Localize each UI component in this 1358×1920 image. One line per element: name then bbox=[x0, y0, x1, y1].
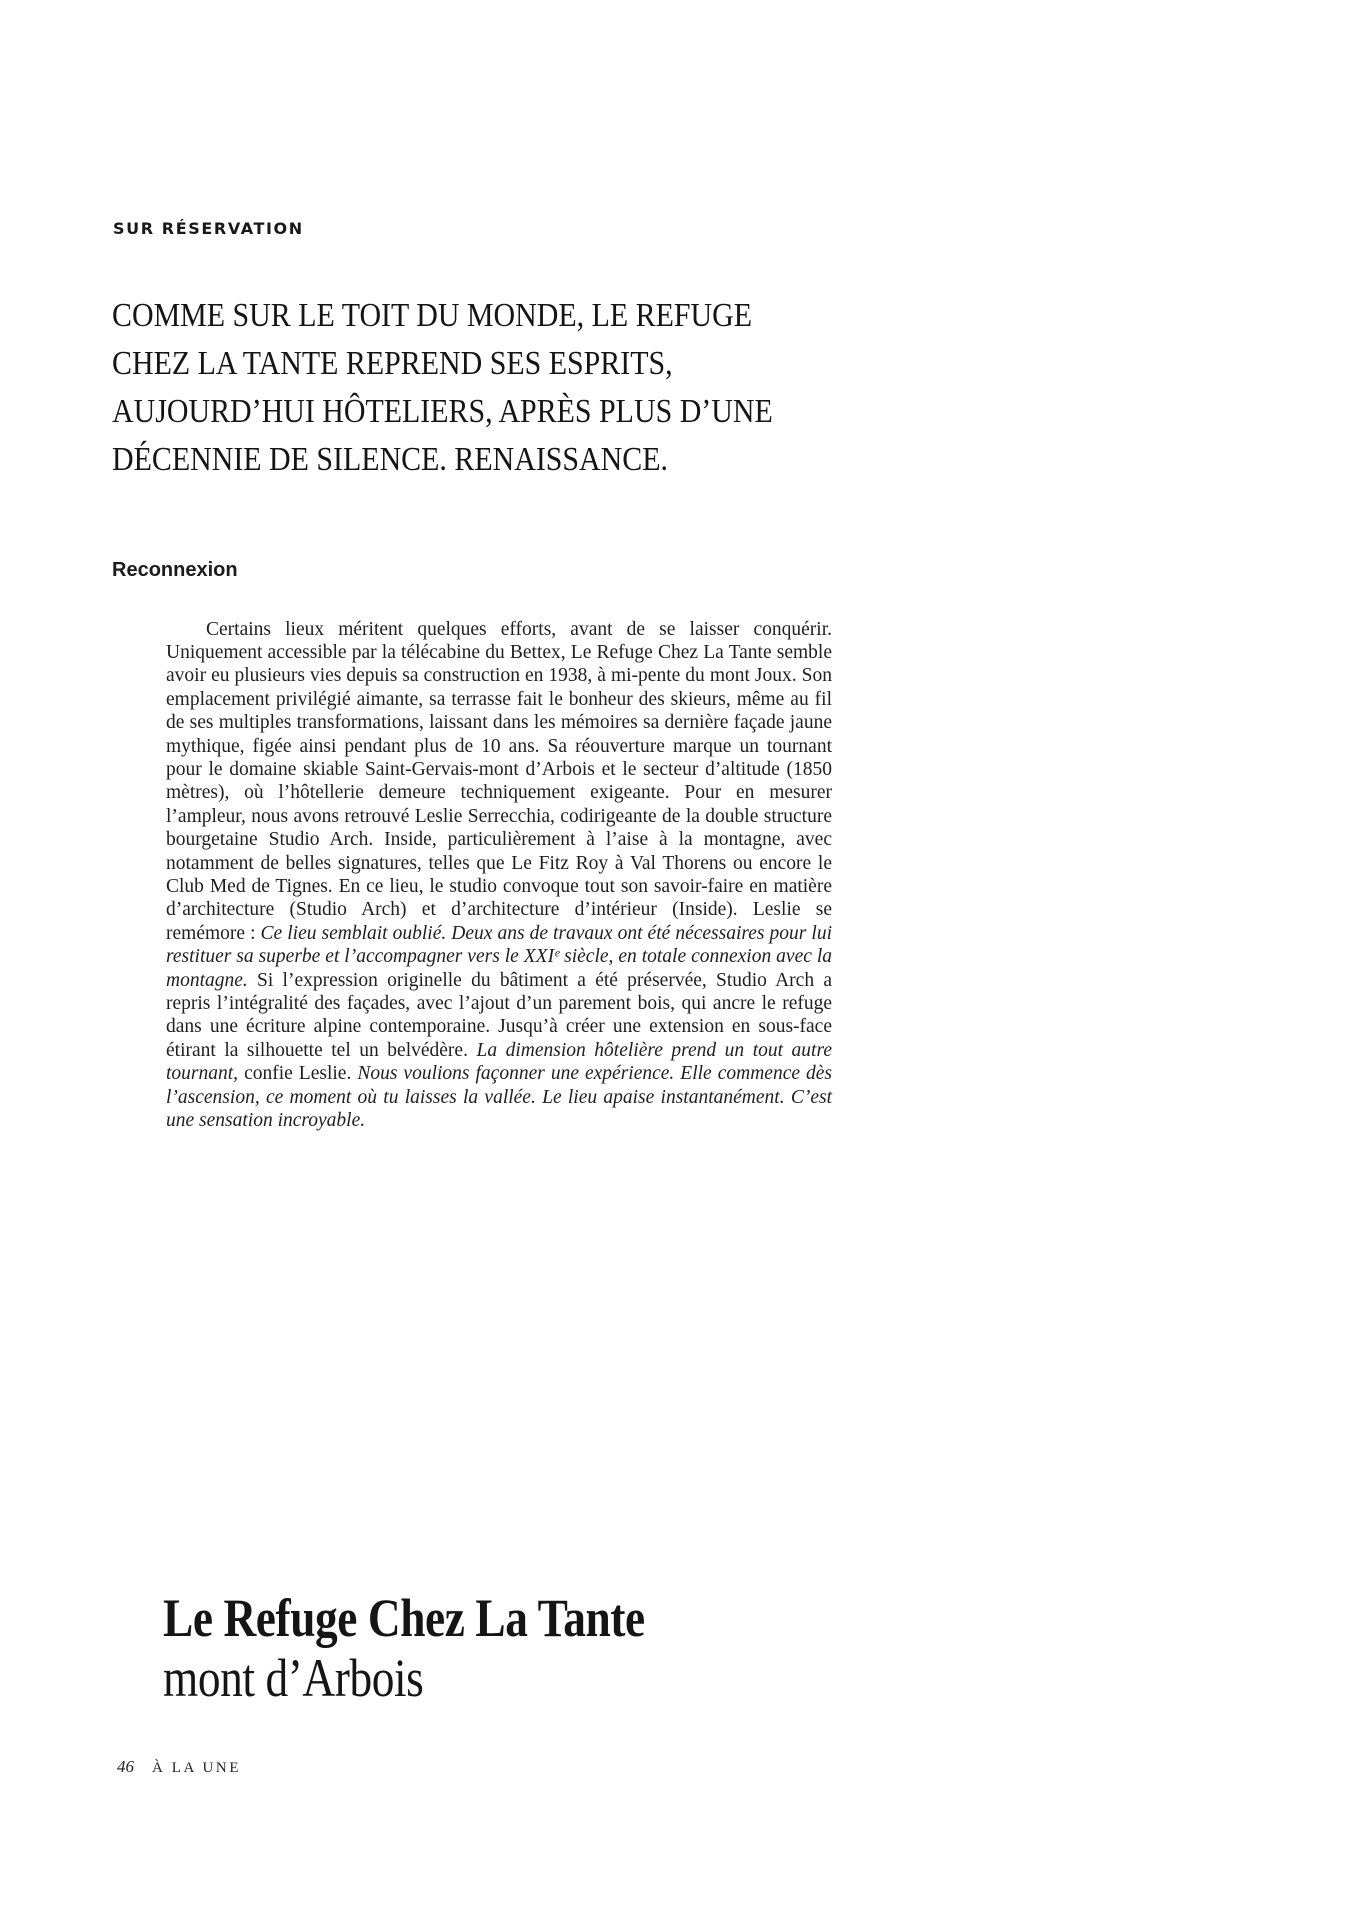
article-headline bbox=[112, 292, 773, 484]
page-number: 46 bbox=[117, 1757, 134, 1776]
headline-line: DÉCENNIE DE SILENCE. RENAISSANCE. bbox=[112, 441, 668, 478]
footer-section-label: À LA UNE bbox=[152, 1760, 242, 1776]
article-title-line-1: Le Refuge Chez La Tante bbox=[163, 1588, 645, 1648]
body-quote-italic: La dimension hôtelière prend un tout autre tournant, bbox=[166, 1039, 832, 1085]
headline-line: AUJOURD’HUI HÔTELIERS, APRÈS PLUS D’UNE bbox=[112, 393, 773, 430]
page-footer bbox=[117, 1757, 241, 1777]
body-quote-italic: Nous voulions façonner une expérience. Elle commence dès l’ascension, ce moment où tu laisses la vallée. Le lieu apaise instantanément. C’est une sensation incroyable. bbox=[166, 1063, 832, 1132]
article-title bbox=[163, 1588, 645, 1708]
body-paragraph bbox=[166, 618, 832, 1133]
headline-line: COMME SUR LE TOIT DU MONDE, LE REFUGE bbox=[112, 297, 752, 334]
body-text: Si l’expression originelle du bâtiment a été préservée, Studio Arch a repris l’intégralité des façades, avec l’ajout d’un parement bois, qui ancre le refuge dans une écriture alpine contemporaine. Jusqu’à créer une extension en sous-face étirant la silhouette tel un belvédère. bbox=[166, 969, 832, 1061]
body-quote-italic: Ce lieu semblait oublié. Deux ans de travaux ont été nécessaires pour lui restituer sa superbe et l’accompagner vers le XXIᵉ siècle, en totale connexion avec la montagne. bbox=[166, 922, 832, 991]
article-title-line-2: mont d’Arbois bbox=[163, 1648, 424, 1708]
section-label: Reconnexion bbox=[112, 559, 238, 581]
body-text: confie Leslie. bbox=[238, 1063, 358, 1085]
headline-line: CHEZ LA TANTE REPREND SES ESPRITS, bbox=[112, 345, 673, 382]
body-text: Certains lieux méritent quelques efforts, avant de se laisser conquérir. Uniquement accessible par la télécabine du Bettex, Le Refuge Chez La Tante semble avoir eu plusieurs vies depuis sa construction en 1938, à mi-pente du mont Joux. Son emplacement privilégié aimante, sa terrasse fait le bonheur des skieurs, même au fil de ses multiples transformations, laissant dans les mémoires sa dernière façade jaune mythique, figée ainsi pendant plus de 10 ans. Sa réouverture marque un tournant pour le domaine skiable Saint-Gervais-mont d’Arbois et le secteur d’altitude (1850 mètres), où l’hôtellerie demeure techniquement exigeante. Pour en mesurer l’ampleur, nous avons retrouvé Leslie Serrecchia, codirigeante de la double structure bourgetaine Studio Arch. Inside, particulièrement à l’aise à la montagne, avec notamment de belles signatures, telles que Le Fitz Roy à Val Thorens ou encore le Club Med de Tignes. En ce lieu, le studio convoque tout son savoir-faire en matière d’architecture (Studio Arch) et d’architecture d’intérieur (Inside). Leslie se remémore : bbox=[166, 618, 832, 944]
kicker-label: SUR RÉSERVATION bbox=[113, 219, 304, 238]
